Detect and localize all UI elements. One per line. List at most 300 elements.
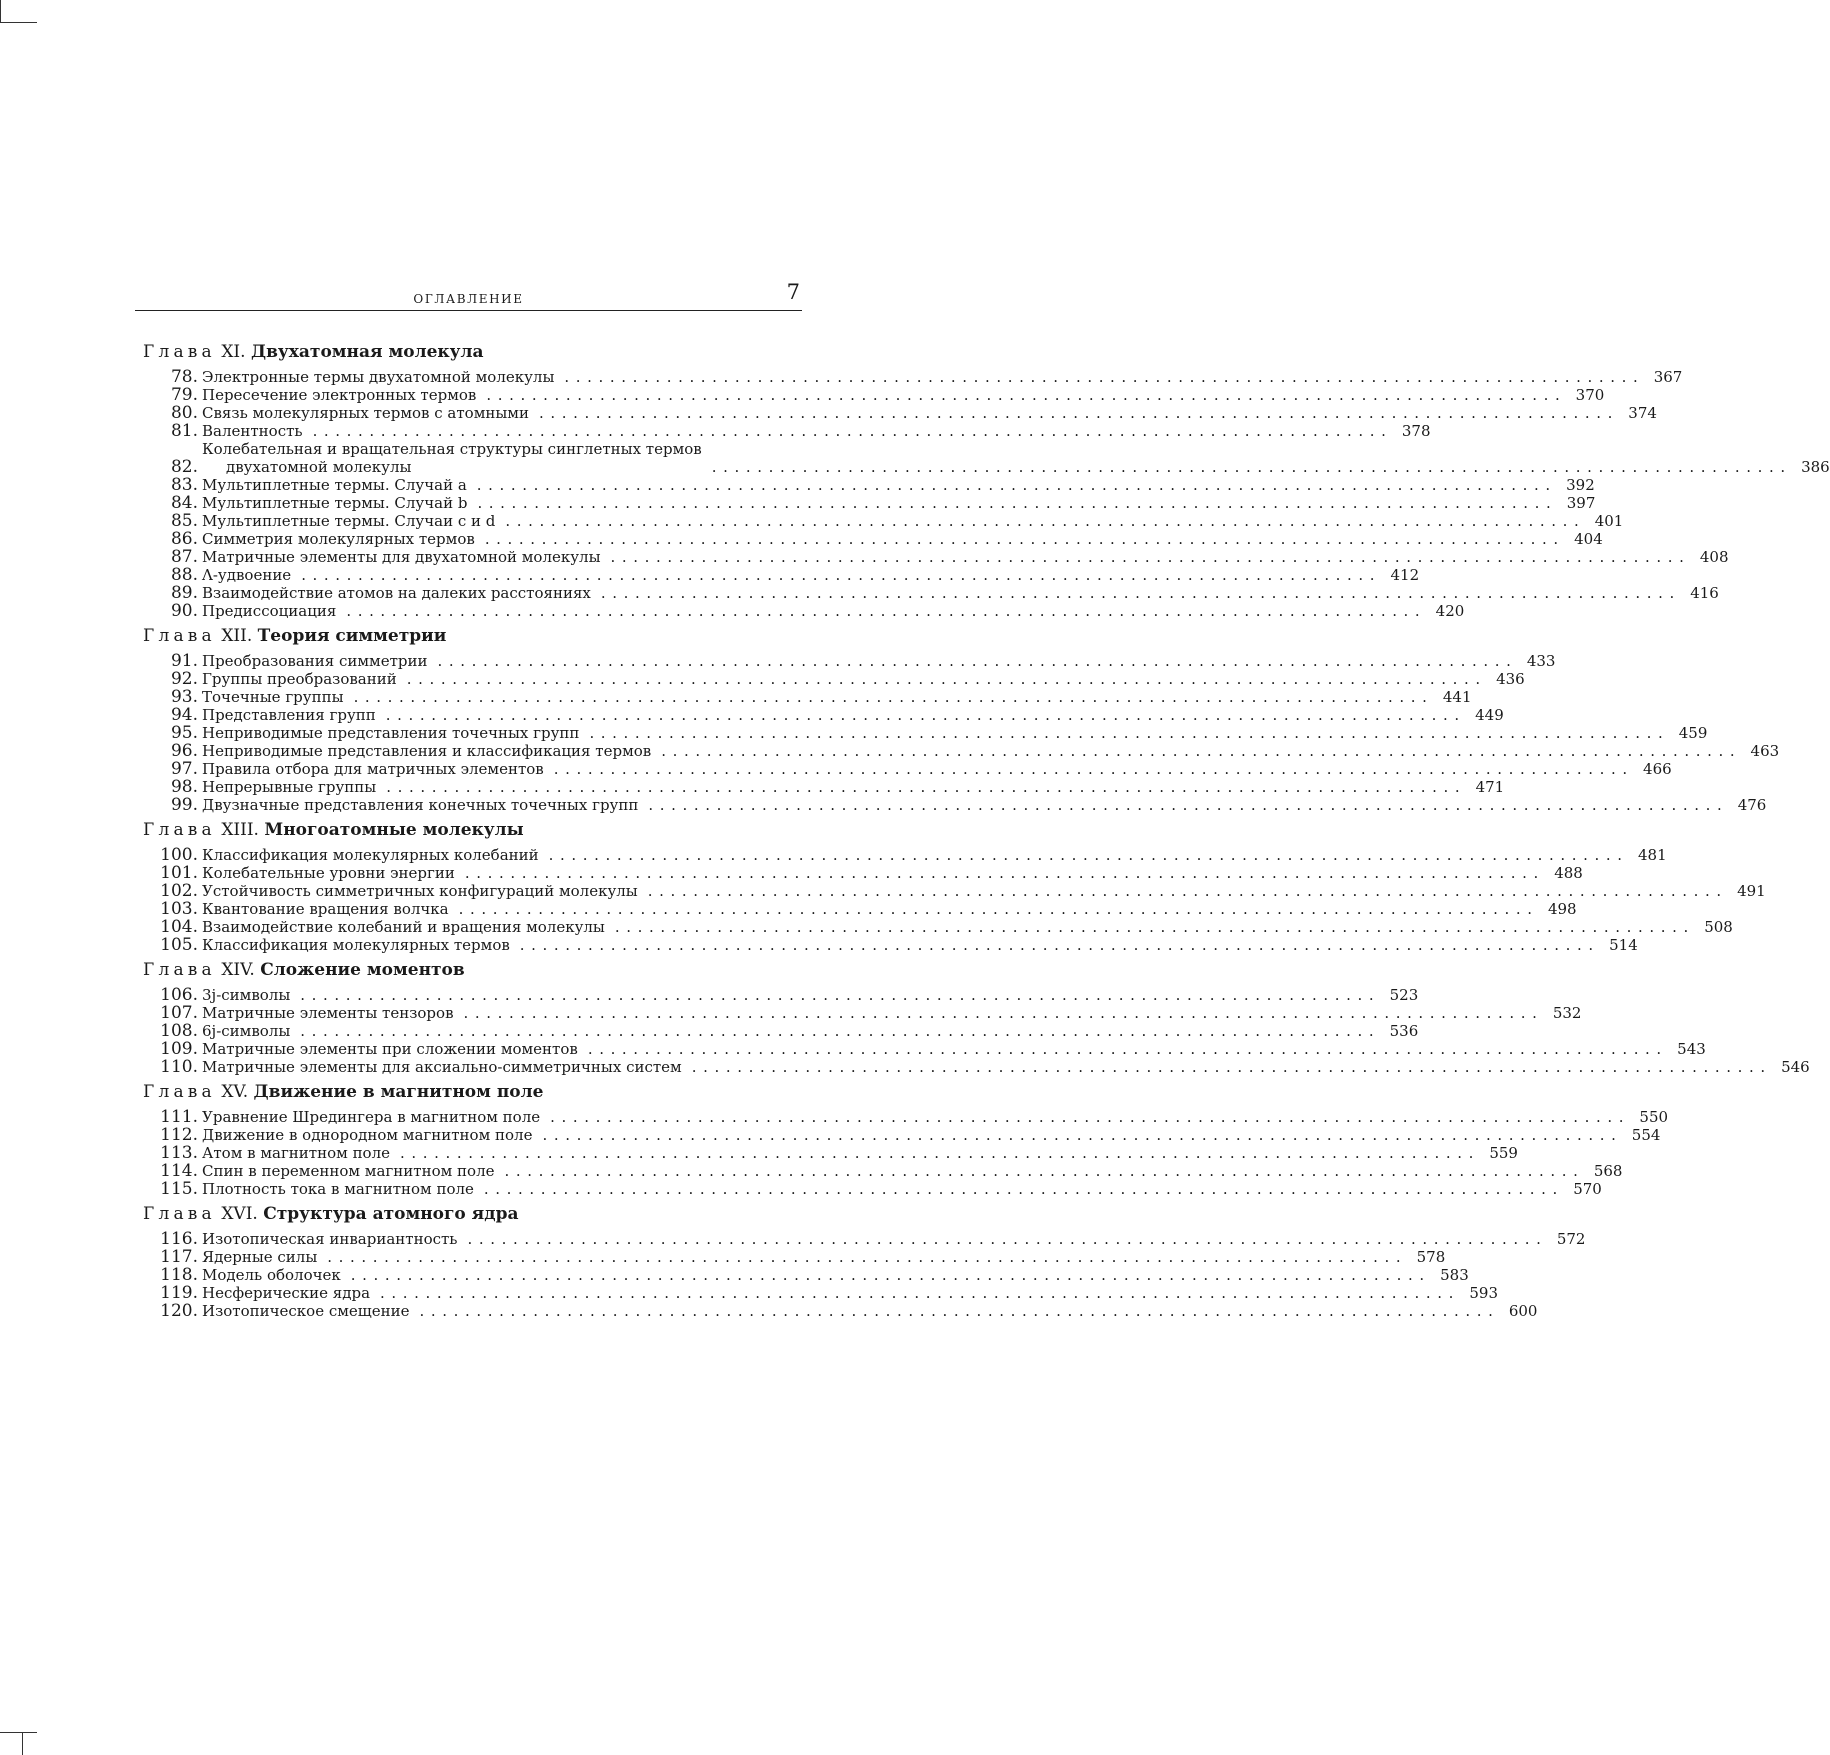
toc-entry[interactable]	[135, 440, 1830, 477]
page-ref: 523	[1389, 986, 1419, 1004]
dot-leader: ...............................................................................................	[610, 548, 1691, 566]
section-number: 91.	[170, 651, 198, 671]
section-title: Точечные группы	[202, 688, 344, 706]
section-number: 98.	[170, 777, 198, 797]
page-number: 7	[786, 280, 800, 304]
dot-leader: ...............................................................................................	[504, 1162, 1585, 1180]
section-title: Квантование вращения волчка	[202, 900, 449, 918]
page-ref: 546	[1781, 1058, 1810, 1076]
entry-body	[198, 1180, 1570, 1198]
toc-entry[interactable]	[135, 421, 1431, 441]
chapter	[135, 341, 1830, 621]
toc-entry[interactable]	[135, 529, 1603, 549]
entry-text-wrap	[202, 1022, 290, 1040]
chapter-prefix: Глава	[143, 626, 216, 646]
page-ref: 536	[1389, 1022, 1419, 1040]
page-ref: 471	[1475, 778, 1505, 796]
toc-entry[interactable]	[135, 669, 1525, 689]
dot-leader: ...............................................................................................	[458, 900, 1539, 918]
chapter-heading	[135, 1203, 802, 1225]
chapter-numeral: XI.	[221, 342, 246, 362]
toc-entry[interactable]	[135, 1057, 1810, 1077]
entry-text-wrap	[202, 918, 605, 936]
page-ref: 568	[1593, 1162, 1623, 1180]
entry-text-wrap	[202, 724, 579, 742]
section-number: 90.	[170, 601, 198, 621]
section-number: 100.	[160, 845, 198, 865]
dot-leader: ...............................................................................................	[484, 530, 1565, 548]
page-ref: 420	[1435, 602, 1465, 620]
chapter-prefix: Глава	[143, 820, 216, 840]
chapter-entries	[135, 1107, 1669, 1199]
section-title: Λ-удвоение	[202, 566, 292, 584]
chapter-heading	[135, 959, 802, 981]
chapter-entries	[135, 985, 1810, 1077]
entry-body	[198, 742, 1747, 760]
dot-leader: ...............................................................................................	[346, 602, 1427, 620]
chapter-entries	[135, 651, 1780, 815]
entry-body	[198, 386, 1572, 404]
toc-entry[interactable]	[135, 565, 1420, 585]
toc-entry[interactable]	[135, 493, 1596, 513]
section-number: 78.	[170, 367, 198, 387]
entry-body	[198, 1266, 1437, 1284]
section-number: 96.	[170, 741, 198, 761]
dot-leader: ...............................................................................................	[711, 458, 1792, 476]
page-ref: 374	[1628, 404, 1657, 422]
section-number: 101.	[160, 863, 198, 883]
section-number: 115.	[160, 1179, 198, 1199]
toc-entry[interactable]	[135, 1125, 1661, 1145]
entry-text-wrap	[202, 1248, 317, 1266]
crop-mark-bottom-vertical	[22, 1732, 23, 1755]
entry-text-wrap	[202, 1266, 341, 1284]
entry-body	[198, 404, 1625, 422]
toc-entry[interactable]	[135, 367, 1683, 387]
toc-entry[interactable]	[135, 1283, 1499, 1303]
entry-text-wrap	[202, 368, 554, 386]
entry-body	[198, 1302, 1505, 1320]
page-ref: 572	[1556, 1230, 1586, 1248]
entry-text-wrap	[202, 846, 539, 864]
section-title: Мультиплетные термы. Случай b	[202, 494, 468, 512]
dot-leader: ...............................................................................................	[327, 1248, 1408, 1266]
section-title: Двузначные представления конечных точечных групп	[202, 796, 639, 814]
dot-leader: ...............................................................................................	[648, 796, 1729, 814]
chapter-heading	[135, 341, 802, 363]
toc-entry[interactable]	[135, 687, 1472, 707]
section-title: Изотопическая инвариантность	[202, 1230, 458, 1248]
chapter-numeral: XVI.	[221, 1204, 258, 1224]
dot-leader: ...............................................................................................	[385, 706, 1466, 724]
page-ref: 508	[1704, 918, 1733, 936]
page-ref: 433	[1526, 652, 1556, 670]
toc-entry[interactable]	[135, 475, 1595, 495]
entry-body	[198, 882, 1734, 900]
section-number: 113.	[160, 1143, 198, 1163]
section-number: 103.	[160, 899, 198, 919]
entry-body	[198, 846, 1635, 864]
toc-entry[interactable]	[135, 385, 1605, 405]
entry-text-wrap	[202, 652, 428, 670]
chapter	[135, 1081, 1669, 1199]
entry-text-wrap	[202, 1144, 390, 1162]
entry-body	[198, 864, 1551, 882]
chapter-entries	[135, 845, 1766, 955]
page-ref: 404	[1574, 530, 1603, 548]
entry-text-wrap	[202, 1284, 370, 1302]
section-title: Изотопическое смещение	[202, 1302, 410, 1320]
dot-leader: ...............................................................................................	[614, 918, 1695, 936]
section-number: 102.	[160, 881, 198, 901]
toc-entry[interactable]	[135, 1265, 1469, 1285]
entry-body	[198, 1230, 1553, 1248]
page-ref: 583	[1440, 1266, 1469, 1284]
chapter-prefix: Глава	[143, 1204, 216, 1224]
page-ref: 550	[1639, 1108, 1669, 1126]
entry-body	[198, 1004, 1549, 1022]
section-number: 80.	[170, 403, 198, 423]
entry-body	[198, 760, 1640, 778]
entry-text-wrap	[202, 706, 376, 724]
chapter-title: Многоатомные молекулы	[264, 820, 524, 840]
toc-entry[interactable]	[135, 1021, 1419, 1041]
entry-body	[198, 1126, 1628, 1144]
toc-entry[interactable]	[135, 863, 1583, 883]
dot-leader: ...............................................................................................	[587, 1040, 1668, 1058]
toc-entry[interactable]	[135, 723, 1708, 743]
toc-entry[interactable]	[135, 1039, 1706, 1059]
toc-entry[interactable]	[135, 777, 1505, 797]
dot-leader: ...............................................................................................	[300, 1022, 1381, 1040]
section-title: Мультиплетные термы. Случай a	[202, 476, 467, 494]
toc-entry[interactable]	[135, 547, 1729, 567]
page-ref: 559	[1489, 1144, 1518, 1162]
section-title: Устойчивость симметричных конфигураций молекулы	[202, 882, 638, 900]
page-ref: 578	[1416, 1248, 1446, 1266]
dot-leader: ...............................................................................................	[300, 986, 1381, 1004]
page-ref: 449	[1475, 706, 1504, 724]
entry-text-wrap	[202, 1126, 532, 1144]
section-number: 83.	[170, 475, 198, 495]
section-title: Матричные элементы при сложении моментов	[202, 1040, 578, 1058]
section-number: 114.	[160, 1161, 198, 1181]
entry-text-wrap	[202, 688, 344, 706]
section-number: 106.	[160, 985, 198, 1005]
section-number: 105.	[160, 935, 198, 955]
entry-body	[198, 652, 1523, 670]
section-number: 88.	[170, 565, 198, 585]
toc-entry[interactable]	[135, 1107, 1669, 1127]
entry-text-wrap	[202, 476, 467, 494]
entry-body	[198, 1040, 1674, 1058]
section-title: 3j-символы	[202, 986, 291, 1004]
section-title: Взаимодействие атомов на далеких расстояниях	[202, 584, 591, 602]
entry-body	[198, 936, 1606, 954]
chapter	[135, 819, 1766, 955]
entry-text-wrap	[202, 440, 702, 476]
page-ref: 498	[1547, 900, 1577, 918]
entry-body	[198, 368, 1650, 386]
section-number: 81.	[170, 421, 198, 441]
page-ref: 514	[1609, 936, 1638, 954]
section-title: Неприводимые представления и классификация термов	[202, 742, 652, 760]
entry-text-wrap	[202, 986, 290, 1004]
toc-entry[interactable]	[135, 759, 1672, 779]
section-number: 109.	[160, 1039, 198, 1059]
entry-body	[198, 1162, 1590, 1180]
toc-entry[interactable]	[135, 511, 1624, 531]
entry-body	[198, 422, 1399, 440]
entry-body	[198, 796, 1734, 814]
section-title: Валентность	[202, 422, 303, 440]
dot-leader: ...............................................................................................	[600, 584, 1681, 602]
dot-leader: ...............................................................................................	[406, 670, 1487, 688]
toc-entry[interactable]	[135, 583, 1719, 603]
entry-text-wrap	[202, 882, 638, 900]
entry-body	[198, 530, 1571, 548]
dot-leader: ...............................................................................................	[437, 652, 1518, 670]
section-number: 107.	[160, 1003, 198, 1023]
toc-entry[interactable]	[135, 601, 1465, 621]
page-ref: 378	[1401, 422, 1431, 440]
section-title: Атом в магнитном поле	[202, 1144, 390, 1162]
dot-leader: ...............................................................................................	[301, 566, 1382, 584]
section-title: Электронные термы двухатомной молекулы	[202, 368, 555, 386]
page-ref: 386	[1801, 458, 1830, 476]
section-title: Колебательные уровни энергии	[202, 864, 455, 882]
page-ref: 476	[1737, 796, 1767, 814]
section-title: Неприводимые представления точечных групп	[202, 724, 580, 742]
toc-entry[interactable]	[135, 1179, 1602, 1199]
page-ref: 481	[1637, 846, 1667, 864]
page-ref: 441	[1442, 688, 1472, 706]
entry-text-wrap	[202, 1004, 454, 1022]
entry-body	[198, 440, 1798, 476]
section-number: 111.	[160, 1107, 198, 1127]
dot-leader: ...............................................................................................	[419, 1302, 1500, 1320]
section-title: Симметрия молекулярных термов	[202, 530, 475, 548]
dot-leader: ...............................................................................................	[467, 1230, 1548, 1248]
section-title: 6j-символы	[202, 1022, 291, 1040]
page-ref: 593	[1469, 1284, 1499, 1302]
section-number: 86.	[170, 529, 198, 549]
section-title: Плотность тока в магнитном поле	[202, 1180, 474, 1198]
section-number: 99.	[170, 795, 198, 815]
section-title: Несферические ядра	[202, 1284, 371, 1302]
section-title: Связь молекулярных термов с атомными	[202, 404, 529, 422]
section-title: Пересечение электронных термов	[202, 386, 477, 404]
chapter-numeral: XV.	[221, 1082, 249, 1102]
entry-text-wrap	[202, 494, 467, 512]
dot-leader: ...............................................................................................	[477, 494, 1558, 512]
chapter-entries	[135, 1229, 1586, 1321]
entry-body	[198, 584, 1687, 602]
section-number: 108.	[160, 1021, 198, 1041]
page-ref: 488	[1554, 864, 1583, 882]
section-title: Взаимодействие колебаний и вращения молекулы	[202, 918, 605, 936]
toc-entry[interactable]	[135, 651, 1556, 671]
dot-leader: ...............................................................................................	[483, 1180, 1564, 1198]
toc-entry[interactable]	[135, 1003, 1582, 1023]
chapter	[135, 625, 1780, 815]
entry-body	[198, 918, 1701, 936]
entry-body	[198, 1284, 1466, 1302]
section-number: 120.	[160, 1301, 198, 1321]
page-ref: 491	[1737, 882, 1766, 900]
dot-leader: ...............................................................................................	[691, 1058, 1772, 1076]
toc-entry[interactable]	[135, 899, 1577, 919]
section-title: Мультиплетные термы. Случаи c и d	[202, 512, 496, 530]
entry-body	[198, 1022, 1386, 1040]
section-number: 93.	[170, 687, 198, 707]
page-ref: 392	[1566, 476, 1595, 494]
toc-entry[interactable]	[135, 845, 1667, 865]
toc-entry[interactable]	[135, 403, 1657, 423]
chapter	[135, 1203, 1586, 1321]
entry-body	[198, 548, 1697, 566]
page-ref: 416	[1690, 584, 1719, 602]
section-title: Предиссоциация	[202, 602, 337, 620]
section-number: 79.	[170, 385, 198, 405]
entry-body	[198, 986, 1386, 1004]
dot-leader: ...............................................................................................	[476, 476, 1557, 494]
dot-leader: ...............................................................................................	[380, 1284, 1461, 1302]
chapter-prefix: Глава	[143, 342, 216, 362]
entry-text-wrap	[202, 584, 591, 602]
dot-leader: ...............................................................................................	[661, 742, 1742, 760]
chapter-heading	[135, 819, 802, 841]
page-ref: 466	[1643, 760, 1672, 778]
dot-leader: ...............................................................................................	[505, 512, 1586, 530]
entry-text-wrap	[202, 404, 529, 422]
entry-body	[198, 1108, 1636, 1126]
section-number: 89.	[170, 583, 198, 603]
entry-text-wrap	[202, 1302, 410, 1320]
entry-text-wrap	[202, 1058, 682, 1076]
entry-body	[198, 724, 1675, 742]
section-title: Движение в однородном магнитном поле	[202, 1126, 533, 1144]
section-title: Классификация молекулярных колебаний	[202, 846, 539, 864]
toc-entry[interactable]	[135, 1161, 1623, 1181]
running-header	[135, 280, 802, 311]
toc-entry[interactable]	[135, 1229, 1586, 1249]
page-ref: 543	[1677, 1040, 1706, 1058]
chapter	[135, 959, 1810, 1077]
dot-leader: ...............................................................................................	[548, 846, 1629, 864]
section-number: 95.	[170, 723, 198, 743]
entry-text-wrap	[202, 670, 397, 688]
section-title: Модель оболочек	[202, 1266, 341, 1284]
entry-body	[198, 778, 1472, 796]
section-title: Матричные элементы для аксиально-симметричных систем	[202, 1058, 682, 1076]
chapter-prefix: Глава	[143, 960, 216, 980]
entry-body	[198, 706, 1472, 724]
entry-body	[198, 602, 1432, 620]
entry-text-wrap	[202, 742, 651, 760]
chapter-title: Двухатомная молекула	[250, 342, 484, 362]
page-ref: 570	[1573, 1180, 1602, 1198]
entry-text-wrap	[202, 936, 510, 954]
toc-entry[interactable]	[135, 1143, 1518, 1163]
entry-text-wrap	[202, 512, 495, 530]
section-title: Ядерные силы	[202, 1248, 318, 1266]
entry-text-wrap	[202, 1162, 494, 1180]
toc-entry[interactable]	[135, 741, 1780, 761]
section-title: Спин в переменном магнитном поле	[202, 1162, 495, 1180]
section-title: Колебательная и вращательная структуры синглетных термов	[202, 440, 702, 458]
page-ref: 436	[1496, 670, 1525, 688]
dot-leader: ...............................................................................................	[550, 1108, 1631, 1126]
entry-text-wrap	[202, 796, 638, 814]
entry-text-wrap	[202, 900, 449, 918]
section-number: 94.	[170, 705, 198, 725]
section-title: Правила отбора для матричных элементов	[202, 760, 544, 778]
chapter-title: Структура атомного ядра	[263, 1204, 519, 1224]
entry-text-wrap	[202, 1108, 540, 1126]
section-number: 87.	[170, 547, 198, 567]
page-ref: 401	[1594, 512, 1624, 530]
dot-leader: ...............................................................................................	[400, 1144, 1480, 1162]
entry-body	[198, 512, 1591, 530]
dot-leader: ...............................................................................................	[647, 882, 1728, 900]
section-number: 118.	[160, 1265, 198, 1285]
entry-body	[198, 688, 1440, 706]
entry-body	[198, 476, 1563, 494]
entry-text-wrap	[202, 1040, 578, 1058]
crop-mark-top-horizontal	[0, 22, 37, 23]
section-number: 112.	[160, 1125, 198, 1145]
section-number: 117.	[160, 1247, 198, 1267]
dot-leader: ...............................................................................................	[463, 1004, 1544, 1022]
toc-entry[interactable]	[135, 985, 1419, 1005]
page-ref: 554	[1631, 1126, 1661, 1144]
toc-entry[interactable]	[135, 1247, 1446, 1267]
chapter-heading	[135, 625, 802, 647]
toc-entry[interactable]	[135, 705, 1504, 725]
dot-leader: ...............................................................................................	[553, 760, 1634, 778]
dot-leader: ...............................................................................................	[589, 724, 1670, 742]
dot-leader: ...............................................................................................	[350, 1266, 1431, 1284]
entry-text-wrap	[202, 760, 544, 778]
section-number: 85.	[170, 511, 198, 531]
dot-leader: ...............................................................................................	[312, 422, 1393, 440]
toc-entry[interactable]	[135, 881, 1766, 901]
dot-leader: ...............................................................................................	[464, 864, 1545, 882]
section-number: 84.	[170, 493, 198, 513]
page-ref: 370	[1575, 386, 1605, 404]
entry-text-wrap	[202, 602, 336, 620]
chapter-numeral: XII.	[221, 626, 253, 646]
section-number: 110.	[160, 1057, 198, 1077]
toc-entry[interactable]	[135, 795, 1767, 815]
chapter-heading	[135, 1081, 802, 1103]
dot-leader: ...............................................................................................	[486, 386, 1567, 404]
entry-body	[198, 1144, 1486, 1162]
section-title: Матричные элементы для двухатомной молекулы	[202, 548, 601, 566]
entry-text-wrap	[202, 778, 376, 796]
toc-entry[interactable]	[135, 917, 1733, 937]
page-ref: 459	[1678, 724, 1708, 742]
section-title: Классификация молекулярных термов	[202, 936, 510, 954]
page-ref: 463	[1750, 742, 1780, 760]
entry-body	[198, 670, 1493, 688]
dot-leader: ...............................................................................................	[538, 404, 1619, 422]
toc-entry[interactable]	[135, 1301, 1538, 1321]
toc-entry[interactable]	[135, 935, 1638, 955]
entry-text-wrap	[202, 566, 291, 584]
dot-leader: ...............................................................................................	[386, 778, 1467, 796]
